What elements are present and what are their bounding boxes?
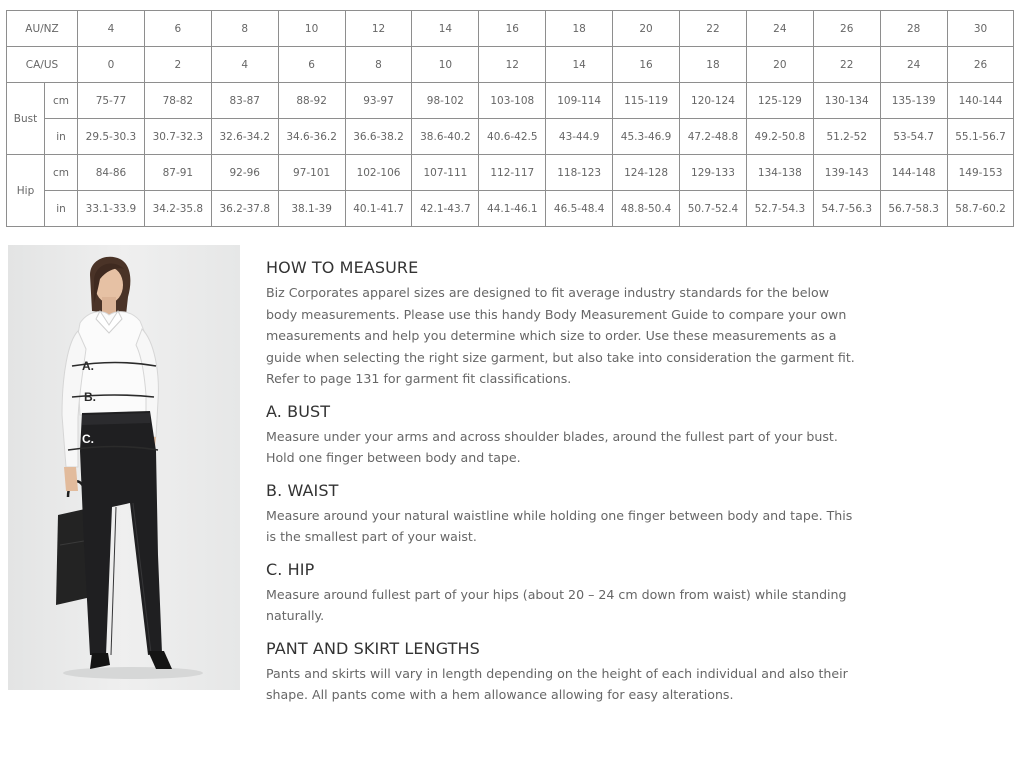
table-cell: 6 bbox=[278, 47, 345, 83]
row-group-bust: Bust bbox=[7, 83, 45, 155]
table-cell: 53-54.7 bbox=[880, 119, 947, 155]
section-hip bbox=[266, 558, 856, 627]
hip-text: Measure around fullest part of your hips (about 20 – 24 cm down from waist) while standing naturally. bbox=[266, 586, 847, 623]
table-cell: 36.2-37.8 bbox=[211, 191, 278, 227]
table-cell: 2 bbox=[144, 47, 211, 83]
table-cell: 124-128 bbox=[613, 155, 680, 191]
table-cell: 10 bbox=[278, 11, 345, 47]
table-cell: 102-106 bbox=[345, 155, 412, 191]
table-cell: 134-138 bbox=[746, 155, 813, 191]
hip-heading: C. HIP bbox=[266, 559, 315, 579]
table-cell: 29.5-30.3 bbox=[78, 119, 145, 155]
table-cell: 6 bbox=[144, 11, 211, 47]
table-cell: 4 bbox=[211, 47, 278, 83]
table-cell: 14 bbox=[412, 11, 479, 47]
table-cell: 58.7-60.2 bbox=[947, 191, 1014, 227]
table-cell: 78-82 bbox=[144, 83, 211, 119]
marker-b-label: B. bbox=[84, 390, 96, 404]
table-cell: 34.2-35.8 bbox=[144, 191, 211, 227]
table-row-hip-in bbox=[7, 191, 1014, 227]
table-cell: 36.6-38.2 bbox=[345, 119, 412, 155]
pant-skirt-text: Pants and skirts will vary in length depending on the height of each individual and also their shape. All pants come with a hem allowance allowing for easy alterations. bbox=[266, 665, 848, 702]
table-cell: 32.6-34.2 bbox=[211, 119, 278, 155]
table-cell: 4 bbox=[78, 11, 145, 47]
table-row-ca-us bbox=[7, 47, 1014, 83]
table-cell: 87-91 bbox=[144, 155, 211, 191]
bust-text: Measure under your arms and across shoulder blades, around the fullest part of your bust. Hold one finger between body and tape. bbox=[266, 428, 838, 465]
table-cell: 120-124 bbox=[680, 83, 747, 119]
table-cell: 26 bbox=[813, 11, 880, 47]
table-cell: 12 bbox=[479, 47, 546, 83]
pant-skirt-heading: PANT AND SKIRT LENGTHS bbox=[266, 638, 480, 658]
table-cell: 115-119 bbox=[613, 83, 680, 119]
model-measurement-photo bbox=[8, 245, 240, 690]
section-how-to-measure bbox=[266, 256, 856, 390]
table-cell: 22 bbox=[680, 11, 747, 47]
table-cell: 26 bbox=[947, 47, 1014, 83]
table-cell: 97-101 bbox=[278, 155, 345, 191]
table-cell: 55.1-56.7 bbox=[947, 119, 1014, 155]
table-cell: 16 bbox=[613, 47, 680, 83]
table-cell: 49.2-50.8 bbox=[746, 119, 813, 155]
table-cell: 50.7-52.4 bbox=[680, 191, 747, 227]
table-cell: 8 bbox=[345, 47, 412, 83]
table-cell: 18 bbox=[680, 47, 747, 83]
waist-text: Measure around your natural waistline while holding one finger between body and tape. This is the smallest part of your waist. bbox=[266, 507, 853, 544]
table-cell: 130-134 bbox=[813, 83, 880, 119]
unit-label-in: in bbox=[45, 119, 78, 155]
table-cell: 24 bbox=[880, 47, 947, 83]
table-cell: 48.8-50.4 bbox=[613, 191, 680, 227]
table-row-au-nz bbox=[7, 11, 1014, 47]
model-figure-illustration bbox=[8, 245, 240, 690]
table-cell: 22 bbox=[813, 47, 880, 83]
table-cell: 54.7-56.3 bbox=[813, 191, 880, 227]
waist-heading: B. WAIST bbox=[266, 480, 339, 500]
table-row-hip-cm bbox=[7, 155, 1014, 191]
section-waist bbox=[266, 479, 856, 548]
table-cell: 24 bbox=[746, 11, 813, 47]
table-cell: 56.7-58.3 bbox=[880, 191, 947, 227]
table-cell: 51.2-52 bbox=[813, 119, 880, 155]
table-cell: 33.1-33.9 bbox=[78, 191, 145, 227]
table-cell: 42.1-43.7 bbox=[412, 191, 479, 227]
section-pant-skirt-lengths bbox=[266, 637, 856, 706]
marker-a-label: A. bbox=[82, 359, 94, 373]
table-cell: 0 bbox=[78, 47, 145, 83]
table-cell: 93-97 bbox=[345, 83, 412, 119]
table-cell: 52.7-54.3 bbox=[746, 191, 813, 227]
table-cell: 47.2-48.8 bbox=[680, 119, 747, 155]
table-cell: 40.6-42.5 bbox=[479, 119, 546, 155]
table-cell: 18 bbox=[546, 11, 613, 47]
table-cell: 40.1-41.7 bbox=[345, 191, 412, 227]
table-cell: 34.6-36.2 bbox=[278, 119, 345, 155]
table-row-bust-cm bbox=[7, 83, 1014, 119]
table-cell: 92-96 bbox=[211, 155, 278, 191]
row-group-hip: Hip bbox=[7, 155, 45, 227]
row-header-au-nz: AU/NZ bbox=[7, 11, 78, 47]
table-cell: 144-148 bbox=[880, 155, 947, 191]
measurement-guide bbox=[266, 256, 856, 716]
table-cell: 30.7-32.3 bbox=[144, 119, 211, 155]
table-cell: 44.1-46.1 bbox=[479, 191, 546, 227]
table-cell: 135-139 bbox=[880, 83, 947, 119]
table-cell: 129-133 bbox=[680, 155, 747, 191]
table-row-bust-in bbox=[7, 119, 1014, 155]
table-cell: 112-117 bbox=[479, 155, 546, 191]
table-cell: 84-86 bbox=[78, 155, 145, 191]
unit-label-cm: cm bbox=[45, 155, 78, 191]
table-cell: 10 bbox=[412, 47, 479, 83]
how-to-measure-text: Biz Corporates apparel sizes are designed to fit average industry standards for the below body measurements. Please use this handy Body Measurement Guide to compare your own measurements and help you determine which size to order. Use these measurements as a guide when selecting the right size garment, but also take into consideration the garment fit. Refer to page 131 for garment fit classifications. bbox=[266, 285, 855, 386]
table-cell: 38.6-40.2 bbox=[412, 119, 479, 155]
table-cell: 20 bbox=[746, 47, 813, 83]
table-cell: 30 bbox=[947, 11, 1014, 47]
table-cell: 107-111 bbox=[412, 155, 479, 191]
table-cell: 98-102 bbox=[412, 83, 479, 119]
table-cell: 118-123 bbox=[546, 155, 613, 191]
marker-c-label: C. bbox=[82, 432, 94, 446]
table-cell: 109-114 bbox=[546, 83, 613, 119]
table-cell: 83-87 bbox=[211, 83, 278, 119]
table-cell: 140-144 bbox=[947, 83, 1014, 119]
table-cell: 125-129 bbox=[746, 83, 813, 119]
table-cell: 16 bbox=[479, 11, 546, 47]
table-cell: 88-92 bbox=[278, 83, 345, 119]
table-cell: 43-44.9 bbox=[546, 119, 613, 155]
table-cell: 139-143 bbox=[813, 155, 880, 191]
table-cell: 38.1-39 bbox=[278, 191, 345, 227]
bust-heading: A. BUST bbox=[266, 401, 331, 421]
section-bust bbox=[266, 400, 856, 469]
table-cell: 14 bbox=[546, 47, 613, 83]
table-cell: 28 bbox=[880, 11, 947, 47]
table-cell: 46.5-48.4 bbox=[546, 191, 613, 227]
table-cell: 103-108 bbox=[479, 83, 546, 119]
unit-label-cm: cm bbox=[45, 83, 78, 119]
how-to-measure-heading: HOW TO MEASURE bbox=[266, 258, 419, 277]
table-cell: 75-77 bbox=[78, 83, 145, 119]
table-cell: 12 bbox=[345, 11, 412, 47]
unit-label-in: in bbox=[45, 191, 78, 227]
table-cell: 20 bbox=[613, 11, 680, 47]
table-cell: 8 bbox=[211, 11, 278, 47]
table-cell: 45.3-46.9 bbox=[613, 119, 680, 155]
table-cell: 149-153 bbox=[947, 155, 1014, 191]
size-chart-table bbox=[6, 10, 1014, 227]
row-header-ca-us: CA/US bbox=[7, 47, 78, 83]
